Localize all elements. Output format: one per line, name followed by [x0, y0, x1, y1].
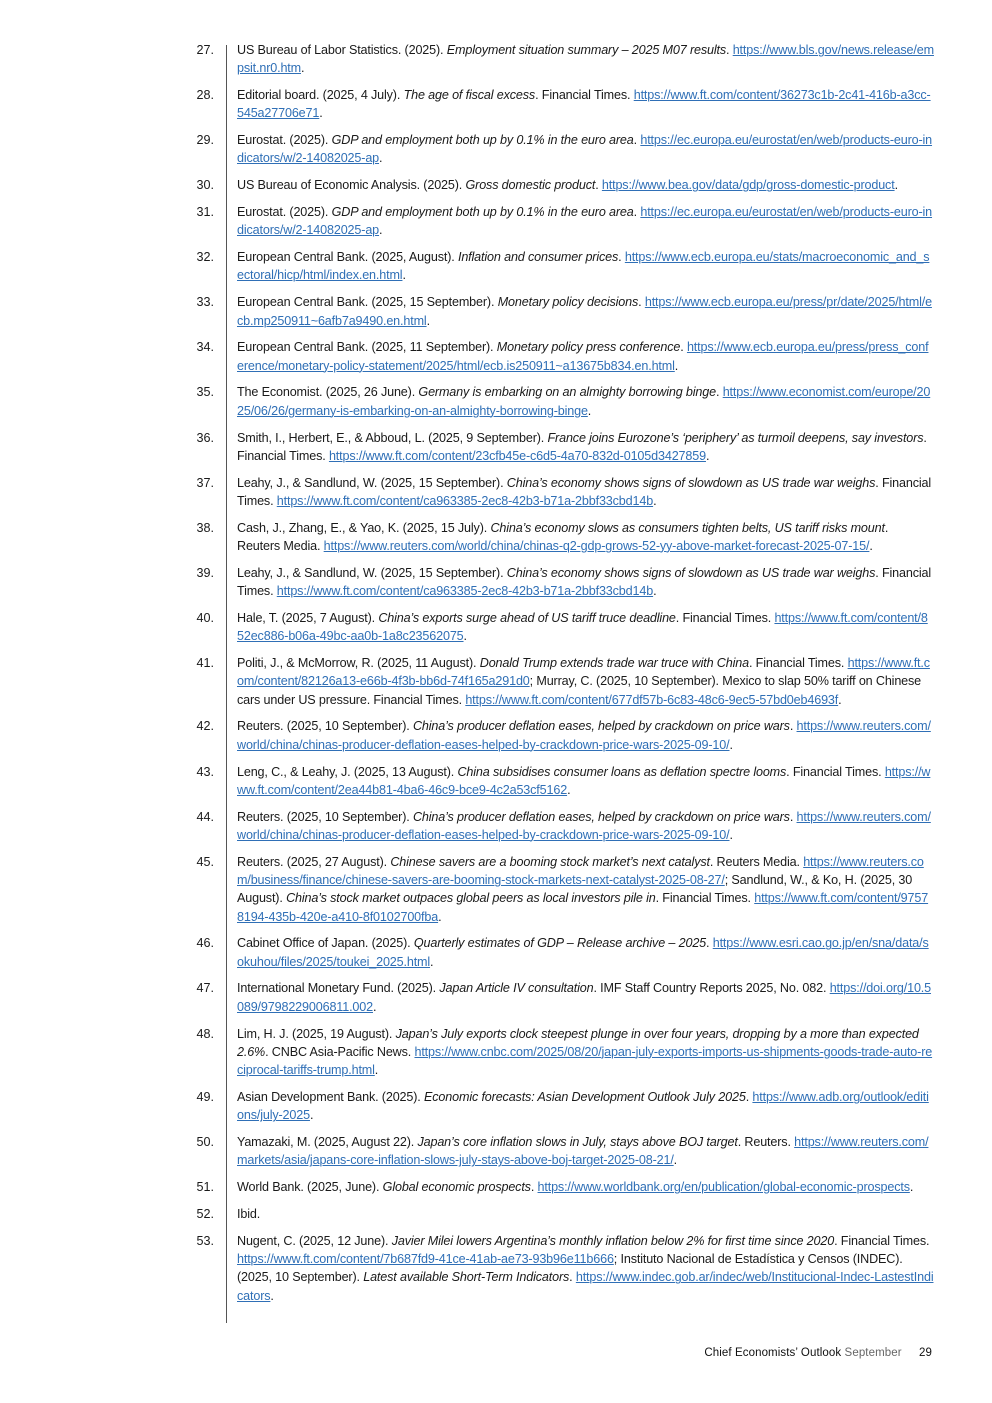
- reference-segment: Reuters. (2025, 10 September).: [237, 809, 413, 824]
- reference-segment: .: [729, 737, 733, 752]
- reference-text: [237, 176, 934, 194]
- reference-text: [237, 1178, 934, 1196]
- reference-link[interactable]: https://www.reuters.com/business/finance/chinese-savers-are-booming-stock-markets-next-catalyst-2025-08-27/: [237, 854, 924, 887]
- reference-segment: .: [726, 43, 733, 57]
- reference-segment: Reuters. (2025, 27 August).: [237, 854, 391, 869]
- reference-title: Global economic prospects: [382, 1180, 531, 1195]
- reference-title: China’s economy shows signs of slowdown as US trade war weighs: [506, 475, 876, 490]
- reference-item: [0, 248, 992, 285]
- reference-link[interactable]: https://www.ft.com/content/ca963385-2ec8-42b3-b71a-2bbf33cbd14b: [276, 493, 654, 508]
- page-number: 29: [919, 1347, 932, 1359]
- reference-segment: .: [909, 1180, 914, 1195]
- reference-number: 47.: [196, 981, 214, 996]
- reference-title: China’s economy shows signs of slowdown as US trade war weighs: [506, 565, 876, 580]
- reference-segment: .: [569, 1270, 576, 1285]
- footer-report-title: Chief Economists’ Outlook: [704, 1347, 842, 1359]
- reference-segment: .: [309, 1108, 314, 1123]
- reference-segment: . Financial Times.: [237, 565, 932, 599]
- reference-number: 44.: [196, 809, 214, 824]
- reference-item: [0, 763, 992, 800]
- reference-segment: . Financial Times.: [675, 610, 775, 625]
- reference-number: 51.: [196, 1180, 214, 1195]
- reference-number: 35.: [196, 385, 214, 400]
- reference-segment: .: [379, 223, 383, 238]
- reference-title: Japan’s core inflation slows in July, stays above BOJ target: [417, 1135, 738, 1150]
- reference-segment: Eurostat. (2025).: [237, 205, 332, 220]
- reference-text: [237, 609, 934, 646]
- reference-link[interactable]: https://www.ecb.europa.eu/press/press_conference/monetary-policy-statement/2025/html/ecb.is250911~a13675b834.en.html: [237, 340, 929, 373]
- reference-text: [237, 654, 934, 709]
- reference-text: [237, 293, 934, 330]
- reference-title: The age of fiscal excess: [403, 88, 536, 103]
- reference-segment: .: [894, 178, 898, 193]
- reference-item: [0, 41, 992, 78]
- reference-title: Japan Article IV consultation: [439, 981, 594, 996]
- reference-segment: International Monetary Fund. (2025).: [237, 981, 440, 996]
- reference-item: [0, 383, 992, 420]
- reference-segment: .: [379, 151, 383, 166]
- reference-number: 34.: [196, 340, 214, 355]
- reference-text: [237, 429, 934, 466]
- reference-number: 43.: [196, 764, 214, 779]
- reference-segment: European Central Bank. (2025, August).: [237, 250, 458, 265]
- reference-segment: ; Murray, C. (2025, 10 September). Mexico to slap 50% tariff on Chinese cars under US pressure. Financial Times.: [237, 674, 922, 707]
- reference-link[interactable]: https://www.bea.gov/data/gdp/gross-domestic-product: [601, 178, 895, 193]
- reference-segment: Leahy, J., & Sandlund, W. (2025, 15 September).: [237, 475, 507, 490]
- reference-link[interactable]: https://www.ecb.europa.eu/stats/macroeconomic_and_sectoral/hicp/html/index.en.html: [237, 250, 930, 283]
- reference-number: 49.: [196, 1089, 214, 1104]
- reference-segment: .: [653, 493, 657, 508]
- reference-item: [0, 474, 992, 511]
- reference-segment: Cash, J., Zhang, E., & Yao, K. (2025, 15 July).: [237, 520, 491, 535]
- reference-title: Inflation and consumer prices: [457, 250, 619, 265]
- reference-link[interactable]: https://www.ft.com/content/ca963385-2ec8-42b3-b71a-2bbf33cbd14b: [276, 584, 654, 599]
- reference-segment: .: [789, 719, 797, 734]
- reference-number: 48.: [196, 1026, 214, 1041]
- reference-link[interactable]: https://www.economist.com/europe/2025/06/26/germany-is-embarking-on-an-almighty-borrowing-binge: [237, 385, 931, 418]
- reference-title: Latest available Short-Term Indicators: [363, 1270, 570, 1285]
- reference-text: [237, 1088, 934, 1125]
- reference-text: [237, 564, 934, 601]
- reference-number: 50.: [196, 1135, 214, 1150]
- reference-segment: . CNBC Asia-Pacific News.: [265, 1044, 415, 1059]
- reference-text: [237, 1205, 934, 1223]
- reference-item: [0, 1232, 992, 1305]
- reference-number: 31.: [196, 205, 214, 220]
- reference-link[interactable]: https://www.reuters.com/world/china/chinas-producer-deflation-eases-helped-by-crackdown-price-wars-2025-09-10/: [237, 809, 931, 842]
- reference-item: [0, 338, 992, 375]
- reference-segment: . Financial Times.: [834, 1233, 930, 1248]
- reference-segment: .: [715, 385, 723, 400]
- reference-link[interactable]: https://ec.europa.eu/eurostat/en/web/products-euro-indicators/w/2-14082025-ap: [237, 133, 933, 166]
- reference-link[interactable]: https://www.ft.com/content/677df57b-6c83-48c6-9ec5-57bd0eb4693f: [465, 692, 839, 707]
- reference-number: 36.: [196, 430, 214, 445]
- reference-link[interactable]: https://www.worldbank.org/en/publication/global-economic-prospects: [537, 1180, 910, 1195]
- reference-link[interactable]: https://www.ft.com/content/36273c1b-2c41-416b-a3cc-545a27706e71: [237, 88, 931, 121]
- reference-link[interactable]: https://www.ft.com/content/23cfb45e-c6d5-4a70-832d-0105d3427859: [328, 448, 706, 463]
- reference-link[interactable]: https://www.indec.gob.ar/indec/web/Institucional-Indec-LastestIndicators: [237, 1270, 934, 1303]
- reference-segment: European Central Bank. (2025, 15 September).: [237, 295, 498, 310]
- reference-link[interactable]: https://www.ft.com/content/7b687fd9-41ce-41ab-ae73-93b96e11b666: [237, 1252, 614, 1267]
- reference-item: [0, 1025, 992, 1080]
- reference-text: [237, 519, 934, 556]
- reference-segment: .: [463, 629, 467, 644]
- reference-text: [237, 1232, 934, 1305]
- reference-number: 38.: [196, 520, 214, 535]
- reference-link[interactable]: https://ec.europa.eu/eurostat/en/web/products-euro-indicators/w/2-14082025-ap: [237, 205, 933, 238]
- reference-segment: .: [301, 61, 305, 76]
- reference-segment: Lim, H. J. (2025, 19 August).: [237, 1026, 396, 1041]
- reference-title: Economic forecasts: Asian Development Outlook July 2025: [424, 1089, 746, 1104]
- reference-title: Monetary policy decisions: [497, 295, 639, 310]
- reference-item: [0, 564, 992, 601]
- reference-item: [0, 519, 992, 556]
- reference-text: [237, 338, 934, 375]
- reference-title: GDP and employment both up by 0.1% in the euro area: [331, 133, 634, 148]
- reference-segment: .: [595, 178, 602, 193]
- reference-segment: .: [567, 782, 571, 797]
- reference-title: Germany is embarking on an almighty borrowing binge: [418, 385, 716, 400]
- reference-segment: .: [706, 936, 713, 951]
- reference-segment: .: [653, 584, 657, 599]
- reference-number: 37.: [196, 475, 214, 490]
- reference-text: [237, 1133, 934, 1170]
- reference-title: Monetary policy press conference: [496, 340, 681, 355]
- reference-segment: . Financial Times.: [237, 475, 932, 508]
- reference-segment: .: [680, 340, 687, 355]
- reference-segment: . Financial Times.: [748, 656, 848, 671]
- reference-title: Quarterly estimates of GDP – Release archive – 2025: [413, 936, 707, 951]
- reference-text: [237, 474, 934, 511]
- reference-segment: .: [587, 403, 592, 418]
- reference-title: Javier Milei lowers Argentina’s monthly inflation below 2% for first time since 2020: [391, 1233, 835, 1248]
- reference-text: [237, 1025, 934, 1080]
- reference-segment: .: [633, 133, 641, 148]
- reference-segment: . Financial Times.: [655, 891, 755, 906]
- reference-item: [0, 1088, 992, 1125]
- reference-title: China’s producer deflation eases, helped by crackdown on price wars: [412, 809, 790, 824]
- reference-text: [237, 203, 934, 240]
- reference-item: [0, 1133, 992, 1170]
- reference-segment: .: [402, 268, 406, 283]
- reference-segment: Smith, I., Herbert, E., & Abboud, L. (2025, 9 September).: [237, 430, 548, 445]
- footer-month: September: [844, 1347, 902, 1359]
- reference-segment: .: [374, 1063, 379, 1078]
- reference-number: 53.: [196, 1233, 214, 1248]
- reference-title: China’s producer deflation eases, helped by crackdown on price wars: [412, 719, 790, 734]
- reference-number: 46.: [196, 936, 214, 951]
- reference-text: [237, 934, 934, 971]
- reference-segment: Leng, C., & Leahy, J. (2025, 13 August).: [237, 764, 458, 779]
- reference-segment: European Central Bank. (2025, 11 September).: [237, 340, 497, 355]
- reference-segment: .: [745, 1089, 753, 1104]
- reference-number: 27.: [196, 43, 214, 57]
- reference-segment: Eurostat. (2025).: [237, 133, 332, 148]
- reference-item: [0, 176, 992, 194]
- reference-text: [237, 383, 934, 420]
- reference-item: [0, 717, 992, 754]
- reference-title: China’s stock market outpaces global peers as local investors pile in: [286, 891, 656, 906]
- reference-segment: .: [705, 448, 710, 463]
- reference-link[interactable]: https://www.esri.cao.go.jp/en/sna/data/sokuhou/files/2025/toukei_2025.html: [237, 936, 929, 969]
- reference-segment: .: [638, 295, 645, 310]
- reference-segment: . Reuters.: [737, 1135, 795, 1150]
- reference-segment: Ibid.: [237, 1206, 261, 1221]
- reference-segment: .: [319, 106, 323, 121]
- reference-segment: .: [789, 809, 797, 824]
- reference-segment: . Reuters Media.: [237, 520, 889, 554]
- reference-segment: . Reuters Media.: [709, 854, 804, 869]
- reference-number: 28.: [196, 88, 214, 103]
- reference-number: 32.: [196, 250, 214, 265]
- reference-item: [0, 609, 992, 646]
- reference-item: [0, 429, 992, 466]
- reference-segment: Hale, T. (2025, 7 August).: [237, 610, 379, 625]
- reference-item: [0, 203, 992, 240]
- reference-segment: .: [373, 999, 377, 1014]
- reference-title: GDP and employment both up by 0.1% in the euro area: [331, 205, 634, 220]
- reference-number: 40.: [196, 610, 214, 625]
- reference-segment: Politi, J., & McMorrow, R. (2025, 11 August).: [237, 656, 480, 671]
- reference-segment: .: [530, 1180, 538, 1195]
- reference-segment: .: [633, 205, 641, 220]
- reference-text: [237, 808, 934, 845]
- reference-item: [0, 293, 992, 330]
- reference-link[interactable]: https://www.ft.com/content/97578194-435b-420e-a410-8f0102700fba: [237, 891, 929, 924]
- reference-segment: Nugent, C. (2025, 12 June).: [237, 1233, 392, 1248]
- reference-title: China subsidises consumer loans as deflation spectre looms: [457, 764, 787, 779]
- reference-title: Employment situation summary – 2025 M07 results: [446, 43, 726, 57]
- reference-number: 41.: [196, 656, 214, 671]
- reference-segment: US Bureau of Labor Statistics. (2025).: [237, 43, 447, 57]
- reference-segment: Editorial board. (2025, 4 July).: [237, 88, 404, 103]
- reference-segment: The Economist. (2025, 26 June).: [237, 385, 419, 400]
- reference-segment: .: [869, 539, 873, 554]
- reference-title: Japan’s July exports clock steepest plunge in over four years, dropping by a more than expected 2.6%: [237, 1026, 919, 1059]
- reference-text: [237, 41, 934, 78]
- reference-segment: Leahy, J., & Sandlund, W. (2025, 15 September).: [237, 565, 507, 580]
- reference-text: [237, 131, 934, 168]
- reference-segment: . Financial Times.: [237, 430, 927, 463]
- reference-link[interactable]: https://www.cnbc.com/2025/08/20/japan-july-exports-imports-us-shipments-goods-trade-auto-reciprocal-tariffs-trump.html: [237, 1044, 933, 1078]
- reference-text: [237, 979, 934, 1016]
- reference-item: [0, 131, 992, 168]
- reference-link[interactable]: https://www.reuters.com/world/china/chinas-q2-gdp-grows-52-yy-above-market-forecast-2025-07-15/: [323, 539, 870, 554]
- reference-link[interactable]: https://www.reuters.com/world/china/chinas-producer-deflation-eases-helped-by-crackdown-price-wars-2025-09-10/: [237, 719, 931, 752]
- reference-segment: Asian Development Bank. (2025).: [237, 1089, 425, 1104]
- reference-item: [0, 934, 992, 971]
- reference-segment: .: [674, 358, 679, 373]
- reference-number: 42.: [196, 719, 214, 734]
- reference-link[interactable]: https://www.reuters.com/markets/asia/japans-core-inflation-slows-july-stays-above-boj-target-2025-08-21/: [237, 1135, 929, 1168]
- reference-link[interactable]: https://www.adb.org/outlook/editions/july-2025: [237, 1089, 929, 1123]
- reference-segment: .: [438, 909, 442, 924]
- page-footer: [704, 1347, 932, 1359]
- reference-text: [237, 853, 934, 926]
- reference-segment: Reuters. (2025, 10 September).: [237, 719, 413, 734]
- reference-title: Gross domestic product: [465, 178, 596, 193]
- reference-text: [237, 717, 934, 754]
- reference-segment: ; Instituto Nacional de Estadística y Censos (INDEC). (2025, 10 September).: [237, 1252, 903, 1285]
- reference-segment: . Financial Times.: [535, 88, 634, 103]
- reference-number: 45.: [196, 854, 214, 869]
- reference-segment: .: [270, 1288, 274, 1303]
- reference-link[interactable]: https://www.ft.com/content/82126a13-e66b-4f3b-bb6d-74f165a291d0: [237, 656, 930, 689]
- reference-title: Donald Trump extends trade war truce with China: [479, 656, 749, 671]
- reference-number: 30.: [196, 178, 214, 193]
- reference-segment: Yamazaki, M. (2025, August 22).: [237, 1135, 418, 1150]
- reference-link[interactable]: https://www.ft.com/content/2ea44b81-4ba6-46c9-bce9-4c2a53cf5162: [237, 764, 931, 797]
- reference-link[interactable]: https://www.ft.com/content/852ec886-b06a-49bc-aa0b-1a8c23562075: [237, 610, 928, 644]
- reference-link[interactable]: https://www.ecb.europa.eu/press/pr/date/2025/html/ecb.mp250911~6afb7a9490.en.html: [237, 295, 932, 328]
- reference-list: [0, 41, 992, 1313]
- reference-title: China’s exports surge ahead of US tariff truce deadline: [378, 610, 676, 625]
- reference-title: Chinese savers are a booming stock market’s next catalyst: [390, 854, 710, 869]
- reference-item: [0, 979, 992, 1016]
- reference-link[interactable]: https://www.bls.gov/news.release/empsit.nr0.htm: [237, 43, 934, 76]
- reference-segment: Cabinet Office of Japan. (2025).: [237, 936, 414, 951]
- reference-text: [237, 763, 934, 800]
- reference-segment: .: [618, 250, 625, 265]
- reference-segment: .: [426, 313, 430, 328]
- reference-segment: .: [673, 1153, 678, 1168]
- reference-link[interactable]: https://doi.org/10.5089/9798229006811.002: [237, 981, 932, 1014]
- reference-segment: .: [430, 954, 434, 969]
- reference-item: [0, 1178, 992, 1196]
- reference-number: 33.: [196, 295, 214, 310]
- reference-number: 39.: [196, 565, 214, 580]
- reference-item: [0, 86, 992, 123]
- reference-segment: US Bureau of Economic Analysis. (2025).: [237, 178, 466, 193]
- reference-title: China’s economy slows as consumers tighten belts, US tariff risks mount: [490, 520, 885, 535]
- reference-segment: . Financial Times.: [786, 764, 885, 779]
- reference-item: [0, 654, 992, 709]
- reference-segment: .: [729, 827, 733, 842]
- reference-item: [0, 808, 992, 845]
- reference-item: [0, 1205, 992, 1223]
- reference-segment: ; Sandlund, W., & Ko, H. (2025, 30 August).: [237, 872, 913, 906]
- reference-item: [0, 853, 992, 926]
- reference-text: [237, 86, 934, 123]
- reference-segment: World Bank. (2025, June).: [237, 1180, 383, 1195]
- reference-number: 29.: [196, 133, 214, 148]
- reference-segment: . IMF Staff Country Reports 2025, No. 082.: [593, 981, 830, 996]
- reference-segment: .: [838, 692, 842, 707]
- reference-number: 52.: [196, 1206, 214, 1221]
- reference-text: [237, 248, 934, 285]
- reference-title: France joins Eurozone’s ‘periphery’ as turmoil deepens, say investors: [547, 430, 924, 445]
